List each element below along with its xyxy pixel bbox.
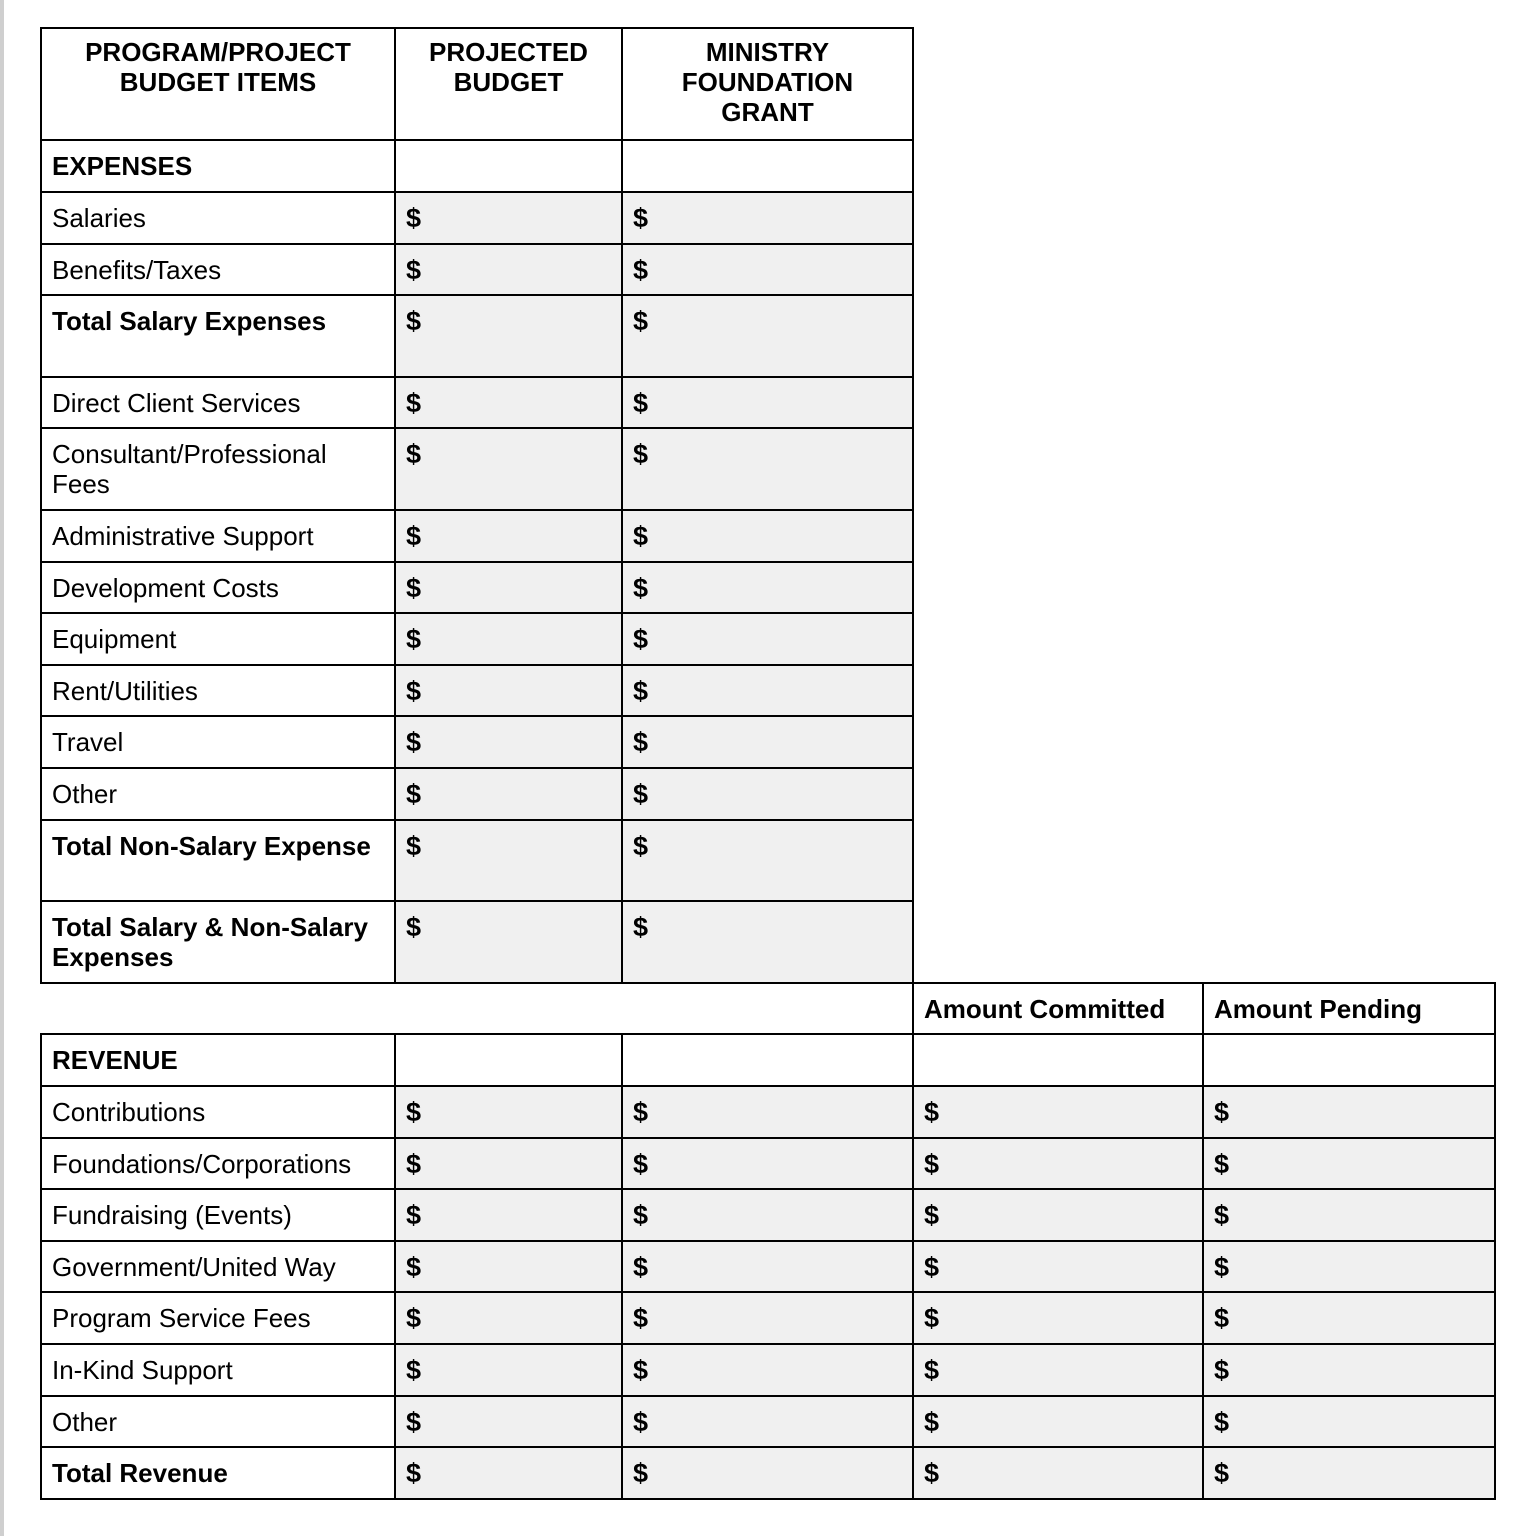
expense-row-label: Salaries	[40, 191, 396, 245]
expense-grant-amount-field[interactable]: $	[621, 900, 914, 984]
expense-grant-amount-field[interactable]: $	[621, 561, 914, 614]
column-header-amount-committed: Amount Committed	[912, 982, 1204, 1035]
expense-grant-amount-field[interactable]: $	[621, 243, 914, 296]
expense-row-label: Development Costs	[40, 561, 396, 614]
revenue-grant-amount-field[interactable]: $	[621, 1343, 914, 1397]
expense-projected-amount-field[interactable]: $	[394, 767, 623, 821]
revenue-header-committed-blank	[912, 1033, 1204, 1087]
revenue-header-projected-blank	[394, 1033, 623, 1087]
revenue-row-label: Foundations/Corporations	[40, 1137, 396, 1190]
expense-grant-amount-field[interactable]: $	[621, 715, 914, 769]
expense-grant-amount-field[interactable]: $	[621, 819, 914, 902]
expense-projected-amount-field[interactable]: $	[394, 715, 623, 769]
revenue-pending-amount-field[interactable]: $	[1202, 1291, 1496, 1345]
revenue-pending-amount-field[interactable]: $	[1202, 1137, 1496, 1190]
expense-row-label: Consultant/Professional Fees	[40, 427, 396, 511]
revenue-pending-amount-field[interactable]: $	[1202, 1343, 1496, 1397]
expense-row-label: Administrative Support	[40, 509, 396, 563]
revenue-committed-amount-field[interactable]: $	[912, 1395, 1204, 1448]
expenses-header-projected-blank	[394, 139, 623, 193]
revenue-pending-amount-field[interactable]: $	[1202, 1188, 1496, 1242]
expense-projected-amount-field[interactable]: $	[394, 191, 623, 245]
expenses-header-grant-blank	[621, 139, 914, 193]
revenue-pending-amount-field[interactable]: $	[1202, 1446, 1496, 1500]
expense-projected-amount-field[interactable]: $	[394, 612, 623, 666]
revenue-committed-amount-field[interactable]: $	[912, 1446, 1204, 1500]
expense-row-label: Benefits/Taxes	[40, 243, 396, 296]
revenue-row-label: Fundraising (Events)	[40, 1188, 396, 1242]
revenue-header-grant-blank	[621, 1033, 914, 1087]
revenue-projected-amount-field[interactable]: $	[394, 1240, 623, 1293]
revenue-grant-amount-field[interactable]: $	[621, 1085, 914, 1139]
expense-grant-amount-field[interactable]: $	[621, 294, 914, 378]
revenue-projected-amount-field[interactable]: $	[394, 1085, 623, 1139]
revenue-row-label: Program Service Fees	[40, 1291, 396, 1345]
revenue-row-label: Other	[40, 1395, 396, 1448]
expense-projected-amount-field[interactable]: $	[394, 376, 623, 429]
expense-row-label: Rent/Utilities	[40, 664, 396, 717]
revenue-row-label: Government/United Way	[40, 1240, 396, 1293]
revenue-projected-amount-field[interactable]: $	[394, 1188, 623, 1242]
revenue-committed-amount-field[interactable]: $	[912, 1343, 1204, 1397]
column-header-budget-items: PROGRAM/PROJECT BUDGET ITEMS	[40, 27, 396, 141]
expense-grant-amount-field[interactable]: $	[621, 376, 914, 429]
expense-row-label: Total Salary Expenses	[40, 294, 396, 378]
section-label-expenses: EXPENSES	[40, 139, 396, 193]
revenue-committed-amount-field[interactable]: $	[912, 1137, 1204, 1190]
revenue-row-label: Contributions	[40, 1085, 396, 1139]
expense-grant-amount-field[interactable]: $	[621, 427, 914, 511]
expense-projected-amount-field[interactable]: $	[394, 819, 623, 902]
column-header-amount-pending: Amount Pending	[1202, 982, 1496, 1035]
revenue-grant-amount-field[interactable]: $	[621, 1137, 914, 1190]
expense-row-label: Travel	[40, 715, 396, 769]
expense-grant-amount-field[interactable]: $	[621, 191, 914, 245]
revenue-committed-amount-field[interactable]: $	[912, 1085, 1204, 1139]
revenue-committed-amount-field[interactable]: $	[912, 1291, 1204, 1345]
column-header-projected-budget: PROJECTED BUDGET	[394, 27, 623, 141]
column-header-ministry-grant: MINISTRY FOUNDATION GRANT	[621, 27, 914, 141]
revenue-pending-amount-field[interactable]: $	[1202, 1240, 1496, 1293]
expense-projected-amount-field[interactable]: $	[394, 509, 623, 563]
expense-row-label: Equipment	[40, 612, 396, 666]
expense-row-label: Other	[40, 767, 396, 821]
revenue-grant-amount-field[interactable]: $	[621, 1188, 914, 1242]
revenue-projected-amount-field[interactable]: $	[394, 1291, 623, 1345]
revenue-pending-amount-field[interactable]: $	[1202, 1085, 1496, 1139]
expense-row-label: Direct Client Services	[40, 376, 396, 429]
revenue-projected-amount-field[interactable]: $	[394, 1395, 623, 1448]
expense-projected-amount-field[interactable]: $	[394, 900, 623, 984]
revenue-grant-amount-field[interactable]: $	[621, 1240, 914, 1293]
expense-grant-amount-field[interactable]: $	[621, 509, 914, 563]
expense-projected-amount-field[interactable]: $	[394, 427, 623, 511]
revenue-row-label: In-Kind Support	[40, 1343, 396, 1397]
expense-projected-amount-field[interactable]: $	[394, 294, 623, 378]
expense-projected-amount-field[interactable]: $	[394, 561, 623, 614]
expense-row-label: Total Non-Salary Expense	[40, 819, 396, 902]
expense-grant-amount-field[interactable]: $	[621, 612, 914, 666]
revenue-grant-amount-field[interactable]: $	[621, 1395, 914, 1448]
revenue-row-label: Total Revenue	[40, 1446, 396, 1500]
revenue-header-pending-blank	[1202, 1033, 1496, 1087]
expense-projected-amount-field[interactable]: $	[394, 664, 623, 717]
section-label-revenue: REVENUE	[40, 1033, 396, 1087]
revenue-grant-amount-field[interactable]: $	[621, 1446, 914, 1500]
revenue-grant-amount-field[interactable]: $	[621, 1291, 914, 1345]
expense-projected-amount-field[interactable]: $	[394, 243, 623, 296]
expense-grant-amount-field[interactable]: $	[621, 767, 914, 821]
revenue-pending-amount-field[interactable]: $	[1202, 1395, 1496, 1448]
expense-row-label: Total Salary & Non-Salary Expenses	[40, 900, 396, 984]
revenue-committed-amount-field[interactable]: $	[912, 1188, 1204, 1242]
revenue-projected-amount-field[interactable]: $	[394, 1343, 623, 1397]
revenue-projected-amount-field[interactable]: $	[394, 1446, 623, 1500]
expense-grant-amount-field[interactable]: $	[621, 664, 914, 717]
revenue-committed-amount-field[interactable]: $	[912, 1240, 1204, 1293]
revenue-projected-amount-field[interactable]: $	[394, 1137, 623, 1190]
